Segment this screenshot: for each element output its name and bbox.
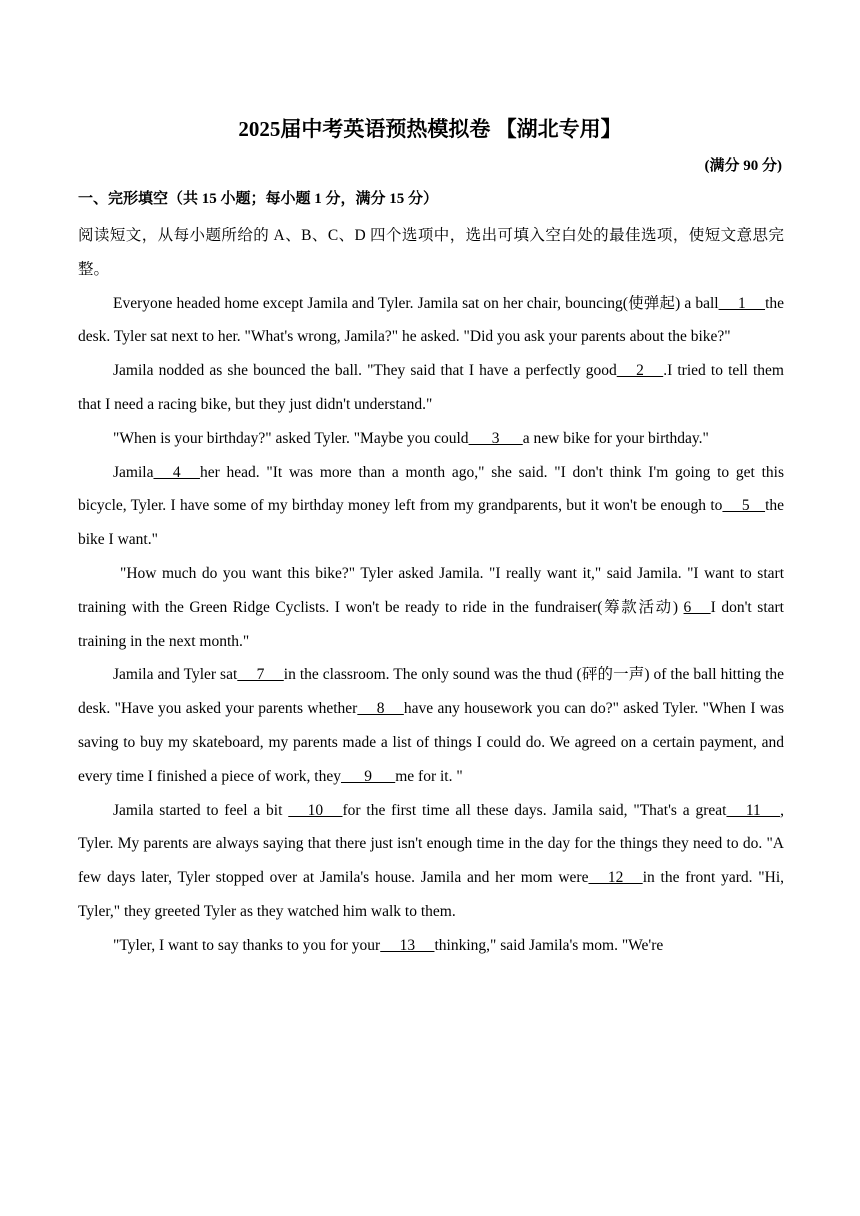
blank-13: 13 — [380, 936, 435, 954]
paragraph-3 — [78, 422, 784, 456]
text: .I tried to tell them that I need a racing bike, but they just didn't understand." — [78, 362, 784, 413]
blank-12: 12 — [588, 869, 643, 887]
paragraph-6 — [78, 658, 784, 793]
text: a new bike for your birthday." — [522, 429, 709, 447]
text: have any housework you can do?" asked Tyler. "When I was saving to buy my skateboard, my parents made a list of things I could do. We agreed on a certain payment, and every time I finished a piece of work, they — [78, 700, 784, 785]
text: for the first time all these days. Jamila said, "That's a great — [342, 801, 727, 819]
text: "Tyler, I want to say thanks to you for your — [113, 936, 381, 954]
text: "When is your birthday?" asked Tyler. "Maybe you could — [113, 429, 469, 447]
paragraph-5 — [78, 557, 784, 658]
passage-body — [78, 219, 784, 963]
text: Jamila nodded as she bounced the ball. "They said that I have a perfectly good — [113, 362, 617, 380]
blank-1: 1 — [718, 294, 766, 312]
blank-11: 11 — [726, 801, 781, 819]
blank-6: 6 — [683, 598, 711, 616]
text: her head. "It was more than a month ago," she said. "I don't think I'm going to get this bicycle, Tyler. I have some of my birthday money left from my grandparents, but it won't be enough to — [78, 463, 784, 515]
instructions: 阅读短文，从每小题所给的 A、B、C、D 四个选项中，选出可填入空白处的最佳选项，使短文意思完整。 — [78, 227, 784, 278]
blank-4: 4 — [153, 463, 200, 481]
text: thinking," said Jamila's mom. "We're — [434, 936, 664, 954]
text: "How much do you want this bike?" Tyler asked Jamila. "I really want it," said Jamila. "I want to start training with the Green Ridge Cyclists. I won't be ready to ride in the fundraiser(筹款活动) — [78, 564, 784, 616]
blank-2: 2 — [616, 362, 664, 380]
text: me for it. " — [395, 767, 463, 785]
paragraph-1 — [78, 287, 784, 355]
text: I don't start training in the next month." — [78, 598, 784, 650]
blank-3: 3 — [468, 429, 523, 447]
text: Jamila started to feel a bit — [113, 801, 289, 819]
paragraph-4 — [78, 456, 784, 557]
text: in the classroom. The only sound was the thud (砰的一声) of the ball hitting the desk. "Have you asked your parents whether — [78, 666, 785, 718]
blank-10: 10 — [288, 801, 343, 819]
text: Jamila — [113, 463, 154, 481]
text: the bike I want." — [78, 497, 784, 549]
page-title: 2025届中考英语预热模拟卷 【湖北专用】 — [238, 117, 622, 141]
total-score: (满分 90 分) — [704, 158, 782, 174]
blank-7: 7 — [237, 666, 284, 684]
paragraph-8 — [78, 929, 784, 963]
text: in the front yard. "Hi, Tyler," they greeted Tyler as they watched him walk to them. — [78, 869, 784, 920]
section-heading: 一、完形填空（共 15 小题；每小题 1 分，满分 15 分） — [78, 191, 439, 207]
text: , Tyler. My parents are always saying that there just isn't enough time in the day for the things they need to do. "A few days later, Tyler stopped over at Jamila's house. Jamila and her mom were — [78, 801, 784, 887]
blank-9: 9 — [340, 767, 396, 785]
paragraph-7 — [78, 794, 784, 929]
text: Jamila and Tyler sat — [113, 666, 238, 684]
blank-5: 5 — [722, 497, 766, 515]
paragraph-2 — [78, 354, 784, 422]
text: Everyone headed home except Jamila and Tyler. Jamila sat on her chair, bouncing(使弹起) a ball — [113, 294, 719, 312]
blank-8: 8 — [357, 700, 404, 718]
text: the desk. Tyler sat next to her. "What's wrong, Jamila?" he asked. "Did you ask your parents about the bike?" — [78, 294, 784, 346]
